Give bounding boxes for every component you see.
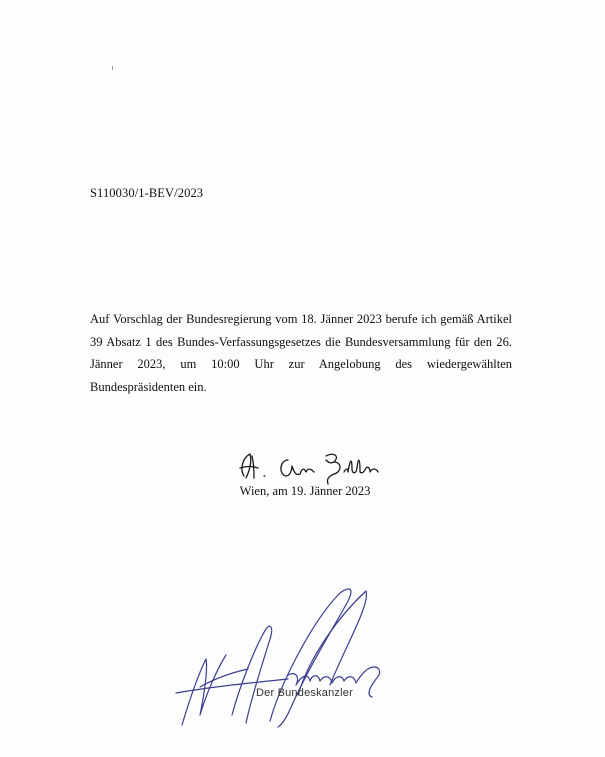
decree-paragraph: Auf Vorschlag der Bundesregierung vom 18. Jänner 2023 berufe ich gemäß Artikel 39 Absatz 1 des Bundes-Verfassungsgesetzes die Bundesversammlung für den 26. Jänner 2023, um 10:00 Uhr zur Angelobung des wiedergewählten Bundespräsidenten ein. <box>90 312 512 394</box>
president-signature <box>230 446 390 488</box>
scan-artifact <box>112 66 113 70</box>
reference-number: S110030/1-BEV/2023 <box>90 186 204 200</box>
place-and-date: Wien, am 19. Jänner 2023 <box>239 484 371 498</box>
chancellor-label: Der Bundeskanzler <box>256 687 353 699</box>
chancellor-signature <box>170 575 405 735</box>
